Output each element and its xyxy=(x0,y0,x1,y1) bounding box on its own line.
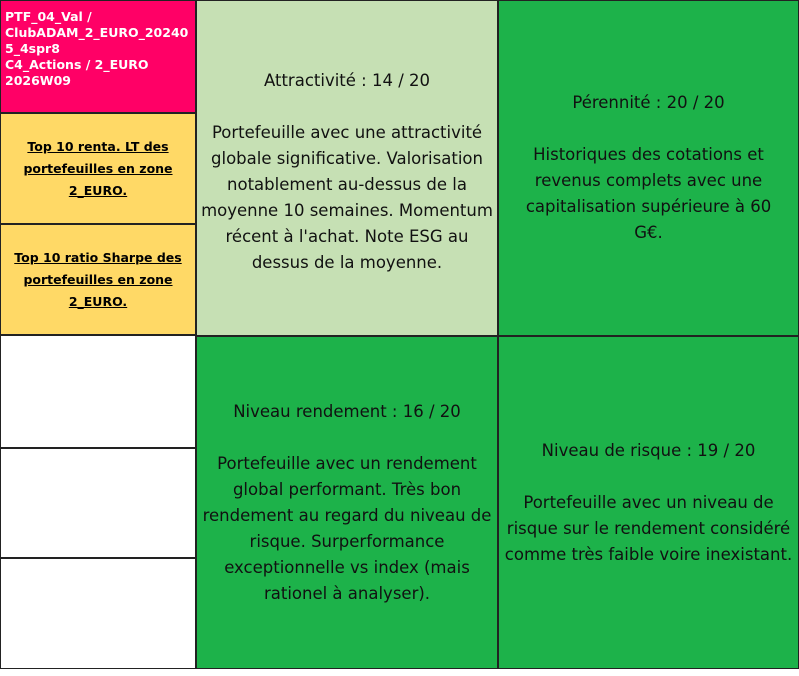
portfolio-line-5: 2026W09 xyxy=(5,73,71,88)
top10-sharpe-label: Top 10 ratio Sharpe des portefeuilles en zone 2_EURO. xyxy=(14,249,182,309)
perennite-title: Pérennité : 20 / 20 xyxy=(572,93,725,112)
portfolio-id-cell xyxy=(0,0,196,113)
empty-cell-1 xyxy=(0,335,196,448)
portfolio-line-2: ClubADAM_2_EURO_20240 xyxy=(5,25,189,40)
top10-renta-link[interactable] xyxy=(0,113,196,224)
empty-cell-2 xyxy=(0,448,196,558)
rendement-title: Niveau rendement : 16 / 20 xyxy=(233,401,461,421)
risque-text: Portefeuille avec un niveau de risque sur le rendement considéré comme très faible voire inexistant. xyxy=(504,492,793,564)
top10-sharpe-link[interactable] xyxy=(0,224,196,335)
top10-renta-label: Top 10 renta. LT des portefeuilles en zone 2_EURO. xyxy=(23,138,173,198)
rendement-text: Portefeuille avec un rendement global performant. Très bon rendement au regard du niveau de risque. Surperformance exceptionnelle vs index (mais rationel à analyser). xyxy=(202,453,492,603)
perennite-panel xyxy=(498,0,799,336)
portfolio-line-4: C4_Actions / 2_EURO xyxy=(5,57,149,72)
rendement-panel xyxy=(196,336,498,669)
portfolio-line-3: 5_4spr8 xyxy=(5,41,60,56)
attractivite-text: Portefeuille avec une attractivité globale significative. Valorisation notablement au-dessus de la moyenne 10 semaines. Momentum récent à l'achat. Note ESG au dessus de la moyenne. xyxy=(201,123,493,272)
perennite-text: Historiques des cotations et revenus complets avec une capitalisation supérieure à 60 G€. xyxy=(525,145,772,242)
attractivite-title: Attractivité : 14 / 20 xyxy=(263,71,430,90)
empty-cell-3 xyxy=(0,558,196,669)
risque-panel xyxy=(498,336,799,669)
attractivite-panel xyxy=(196,0,498,336)
risque-title: Niveau de risque : 19 / 20 xyxy=(541,440,756,460)
portfolio-line-1: PTF_04_Val / xyxy=(5,9,92,24)
